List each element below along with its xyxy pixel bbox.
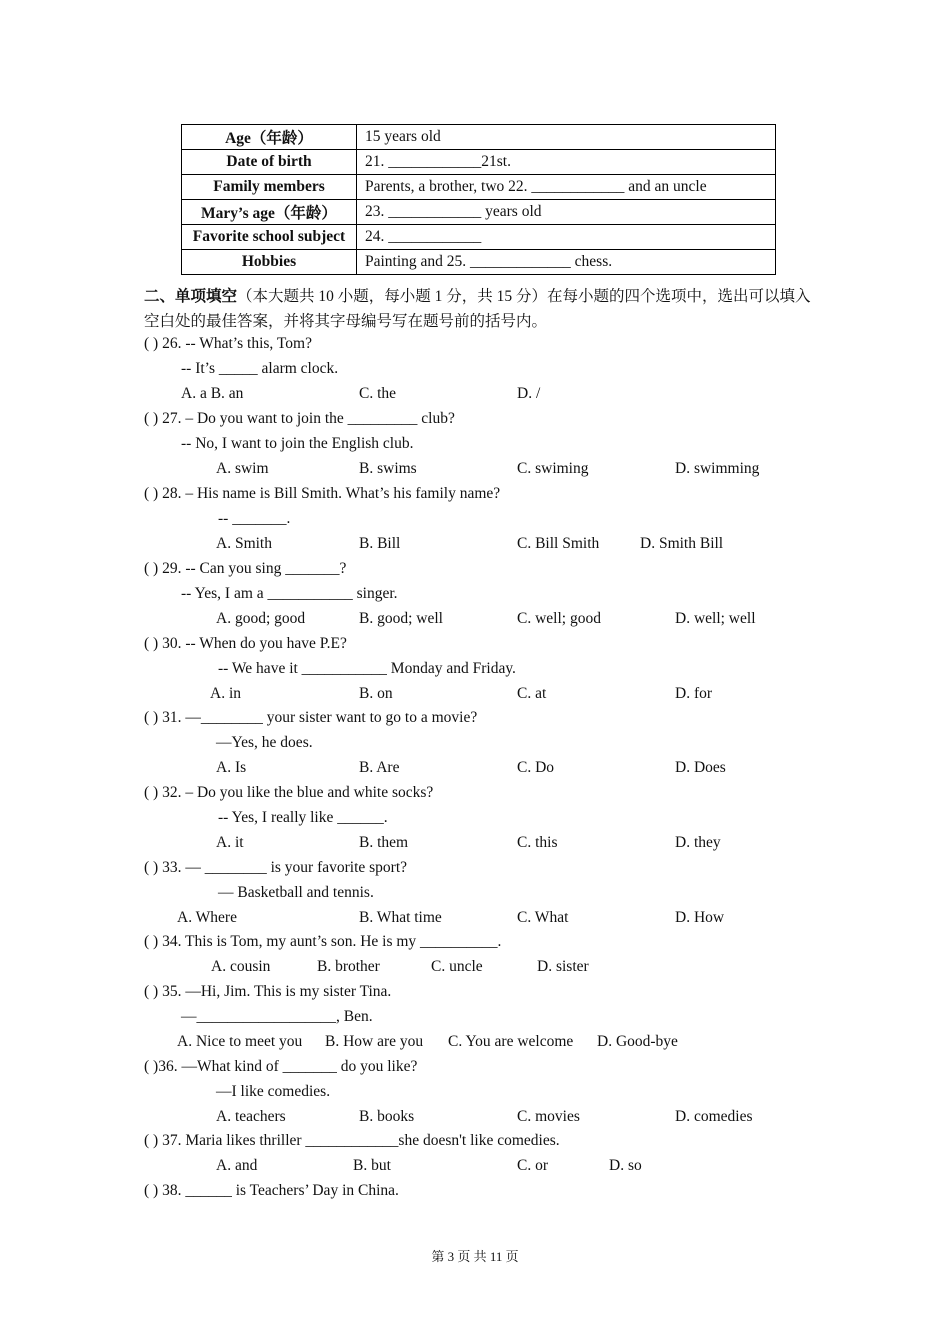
question-28-line2: -- _______. [218, 510, 291, 527]
question-32-line2: -- Yes, I really like ______. [218, 809, 388, 826]
question-29-option: C. well; good [517, 610, 601, 627]
question-37-option: C. or [517, 1157, 548, 1174]
question-30-option: A. in [210, 685, 241, 702]
question-34-option: B. brother [317, 958, 380, 975]
section-text: （本大题共 10 小题，每小题 1 分，共 15 分）在每小题的四个选项中，选出可以填入空白处的最佳答案，并将其字母编号写在题号前的括号内。 [144, 288, 811, 330]
table-label: Date of birth [182, 150, 357, 175]
question-26-option: C. the [359, 385, 397, 402]
table-row [182, 175, 776, 200]
question-35-stem: ( ) 35. —Hi, Jim. This is my sister Tina. [144, 983, 392, 1000]
question-30-option: D. for [675, 685, 713, 702]
question-26-option: A. a B. an [181, 385, 244, 402]
question-28-option: B. Bill [359, 535, 401, 552]
question-33-stem: ( ) 33. — ________ is your favorite sport? [144, 859, 408, 876]
question-27-option: B. swims [359, 460, 417, 477]
question-30-line2: -- We have it ___________ Monday and Friday. [218, 660, 516, 677]
question-29-option: B. good; well [359, 610, 443, 627]
question-36-option: C. movies [517, 1108, 580, 1125]
question-31-stem: ( ) 31. —________ your sister want to go to a movie? [144, 709, 478, 726]
table-value: Painting and 25. _____________ chess. [357, 250, 776, 275]
table-value: 15 years old [357, 125, 776, 150]
section-heading: 二、单项填空 [144, 288, 238, 305]
question-32-option: B. them [359, 834, 409, 851]
table-value: 21. ____________21st. [357, 150, 776, 175]
question-33-option: C. What [517, 909, 569, 926]
question-31-line2: —Yes, he does. [216, 734, 313, 751]
question-27-stem: ( ) 27. – Do you want to join the _________ club? [144, 410, 455, 427]
question-28-option: C. Bill Smith [517, 535, 600, 552]
question-30-option: C. at [517, 685, 547, 702]
question-31-option: B. Are [359, 759, 400, 776]
question-27-option: C. swiming [517, 460, 589, 477]
question-36-option: B. books [359, 1108, 415, 1125]
table-row [182, 225, 776, 250]
question-27-option: A. swim [216, 460, 269, 477]
question-32-stem: ( ) 32. – Do you like the blue and white socks? [144, 784, 434, 801]
question-38-stem: ( ) 38. ______ is Teachers’ Day in China. [144, 1182, 399, 1199]
question-26-line2: -- It’s _____ alarm clock. [181, 360, 339, 377]
question-27-line2: -- No, I want to join the English club. [181, 435, 414, 452]
question-35-line2: —__________________, Ben. [181, 1008, 373, 1025]
student-info-table [181, 124, 776, 275]
question-29-option: A. good; good [216, 610, 306, 627]
question-36-line2: —I like comedies. [216, 1083, 331, 1100]
question-37-option: D. so [609, 1157, 642, 1174]
question-29-line2: -- Yes, I am a ___________ singer. [181, 585, 398, 602]
question-34-option: D. sister [537, 958, 589, 975]
question-33-option: D. How [675, 909, 725, 926]
question-35-option: A. Nice to meet you [177, 1033, 303, 1050]
table-value: 24. ____________ [357, 225, 776, 250]
question-32-option: C. this [517, 834, 558, 851]
table-row [182, 125, 776, 150]
table-value: 23. ____________ years old [357, 200, 776, 225]
question-37-option: B. but [353, 1157, 391, 1174]
question-32-option: D. they [675, 834, 721, 851]
question-37-stem: ( ) 37. Maria likes thriller ____________she doesn't like comedies. [144, 1132, 560, 1149]
question-30-stem: ( ) 30. -- When do you have P.E? [144, 635, 347, 652]
table-label: Hobbies [182, 250, 357, 275]
table-label: Mary’s age（年龄） [182, 200, 357, 225]
question-28-stem: ( ) 28. – His name is Bill Smith. What’s his family name? [144, 485, 501, 502]
question-26-option: D. / [517, 385, 541, 402]
question-35-option: D. Good-bye [597, 1033, 678, 1050]
question-27-option: D. swimming [675, 460, 760, 477]
question-33-option: B. What time [359, 909, 442, 926]
table-row [182, 150, 776, 175]
question-31-option: C. Do [517, 759, 555, 776]
question-26-stem: ( ) 26. -- What’s this, Tom? [144, 335, 312, 352]
question-34-option: A. cousin [211, 958, 271, 975]
question-35-option: B. How are you [325, 1033, 424, 1050]
question-34-stem: ( ) 34. This is Tom, my aunt’s son. He is my __________. [144, 933, 502, 950]
page-footer: 第 3 页 共 11 页 [431, 1249, 519, 1264]
question-28-option: A. Smith [216, 535, 272, 552]
question-33-option: A. Where [177, 909, 237, 926]
section-instruction [144, 284, 824, 334]
question-36-option: D. comedies [675, 1108, 753, 1125]
question-30-option: B. on [359, 685, 393, 702]
table-value: Parents, a brother, two 22. ____________ and an uncle [357, 175, 776, 200]
question-29-option: D. well; well [675, 610, 756, 627]
question-29-stem: ( ) 29. -- Can you sing _______? [144, 560, 347, 577]
question-31-option: A. Is [216, 759, 247, 776]
question-36-stem: ( )36. —What kind of _______ do you like? [144, 1058, 418, 1075]
question-34-option: C. uncle [431, 958, 483, 975]
question-31-option: D. Does [675, 759, 726, 776]
question-36-option: A. teachers [216, 1108, 286, 1125]
question-35-option: C. You are welcome [448, 1033, 574, 1050]
table-label: Favorite school subject [182, 225, 357, 250]
question-37-option: A. and [216, 1157, 258, 1174]
table-row [182, 200, 776, 225]
question-32-option: A. it [216, 834, 244, 851]
table-label: Family members [182, 175, 357, 200]
question-33-line2: — Basketball and tennis. [218, 884, 374, 901]
question-28-option: D. Smith Bill [640, 535, 724, 552]
table-row [182, 250, 776, 275]
table-label: Age（年龄） [182, 125, 357, 150]
